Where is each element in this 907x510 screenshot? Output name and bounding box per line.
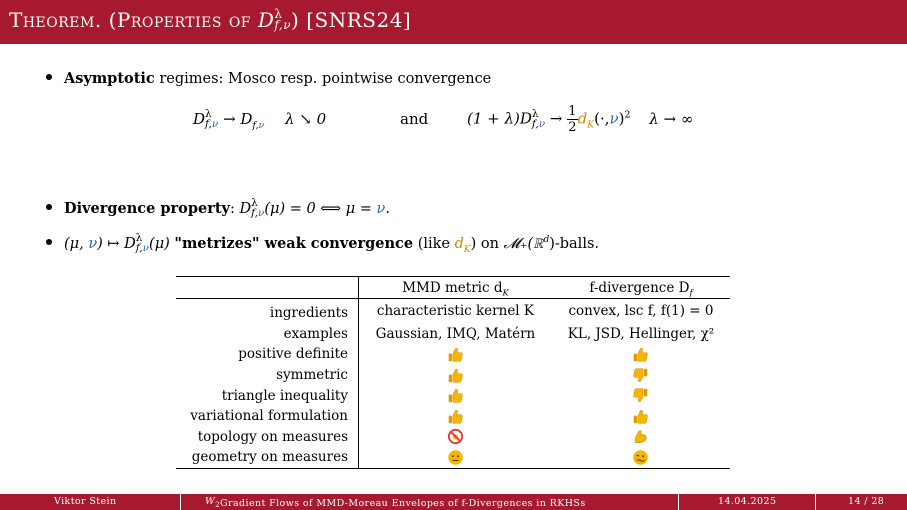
- metrizes-dk: d: [454, 236, 464, 252]
- thumbs-down-icon: [632, 387, 649, 404]
- title-citation: [SNRS24]: [306, 8, 412, 32]
- divergence-nu: ν: [376, 201, 386, 217]
- one-half-fraction: [567, 104, 577, 135]
- table-row: [176, 344, 730, 365]
- row-label: topology on measures: [176, 427, 359, 448]
- rhs-sub: f,ν: [252, 120, 265, 131]
- footer-bar: [0, 494, 907, 510]
- footer-talk-text: Gradient Flows of MMD-Moreau Envelopes of f-Divergences in RKHSs: [220, 498, 586, 509]
- title-properties: Properties of: [116, 8, 252, 32]
- footer-divider: [180, 494, 181, 510]
- header-fdiv-sub: f: [689, 287, 693, 298]
- dk-sub: K: [587, 119, 595, 131]
- fdiv-cell: [552, 385, 730, 406]
- thumbs-up-icon: [447, 408, 464, 425]
- title-paren-close: ): [291, 8, 300, 32]
- bullet-metrizes: (μ, ν) ↦ D λ f,ν (μ) "metrizes" weak convergence (like $d_K$) on 𝓜₊(ℝ$^d$)-balls.: [46, 234, 599, 254]
- bullet-divergence: Divergence property: D λ f,ν (μ) = 0 ⟺ μ = ν.: [46, 199, 390, 219]
- thumbs-up-icon: [447, 387, 464, 404]
- metrizes-dk-sub: K: [463, 244, 471, 255]
- theorem-label: Theorem.: [9, 8, 102, 32]
- thumbs-down-icon: [632, 367, 649, 384]
- bullet-dot: [46, 204, 52, 210]
- table-header-mmd: [359, 277, 552, 299]
- formula-right-scripts: λ f,ν: [531, 107, 546, 130]
- mmd-cell: [359, 406, 552, 427]
- args-close: ): [618, 109, 625, 128]
- bullet-dot: [46, 74, 52, 80]
- fdiv-cell: convex, lsc f, f(1) = 0: [568, 303, 714, 320]
- table-row: [176, 385, 730, 406]
- square: 2: [624, 109, 631, 121]
- fdiv-cell: [552, 447, 730, 468]
- mmd-cell: [359, 427, 552, 448]
- fdiv-cell: [552, 344, 730, 365]
- fdiv-cell: KL, JSD, Hellinger, χ²: [567, 325, 715, 342]
- nu-symbol: ν: [609, 109, 619, 128]
- asymptotic-text: regimes: Mosco resp. pointwise convergence: [159, 71, 492, 87]
- asymptotic-bold: Asymptotic: [64, 70, 155, 87]
- footer-author: Viktor Stein: [54, 496, 117, 507]
- formula-left-rhs: D: [240, 110, 253, 128]
- fdiv-cell: [552, 365, 730, 386]
- formula-and: and: [400, 110, 429, 128]
- header-mmd-text: MMD metric d: [402, 280, 503, 296]
- pair-close: ) ↦ D: [97, 236, 136, 252]
- metrizes-bold: "metrizes" weak convergence: [174, 235, 414, 252]
- footer-date: 14.04.2025: [718, 496, 777, 507]
- metrizes-on: ) on: [470, 236, 499, 252]
- table-row: [176, 427, 730, 448]
- mmd-cell: characteristic kernel K: [376, 303, 534, 320]
- row-label: symmetric: [176, 365, 359, 386]
- metrizes-balls: )-balls.: [549, 236, 600, 252]
- table-row: [176, 299, 730, 324]
- title-symbol: D: [257, 8, 275, 32]
- title-bar: [0, 0, 907, 44]
- footer-divider: [678, 494, 679, 510]
- mmd-cell: [359, 447, 552, 468]
- table-row: [176, 365, 730, 386]
- row-label: geometry on measures: [176, 447, 359, 468]
- formula-left-limit: λ ↘ 0: [284, 110, 327, 128]
- footer-talk-prefix: W: [205, 496, 216, 507]
- formula-left-scripts: [205, 109, 218, 129]
- divergence-end: .: [385, 201, 390, 217]
- table-header-empty: [176, 277, 359, 299]
- sup-lambda: λ: [205, 108, 212, 120]
- formula-right-limit: λ → ∞: [649, 109, 694, 128]
- metrizes-dsup: d: [543, 235, 550, 246]
- mmd-cell: [359, 365, 552, 386]
- footer-divider: [815, 494, 816, 510]
- formula-arrow: →: [223, 110, 236, 128]
- header-mmd-sub: K: [502, 287, 509, 298]
- fdiv-cell: [552, 427, 730, 448]
- thumbs-up-icon: [447, 346, 464, 363]
- row-label: variational formulation: [176, 406, 359, 427]
- footer-page-number: 14 / 28: [848, 496, 885, 507]
- row-label: examples: [176, 324, 359, 345]
- mmd-cell: Gaussian, IMQ, Matérn: [375, 325, 536, 342]
- mmd-cell: [359, 344, 552, 365]
- table-header-row: [176, 277, 730, 299]
- formula-left-D: D: [193, 110, 206, 128]
- title-paren-open: (: [108, 8, 117, 32]
- title-scripts: [274, 6, 292, 32]
- divergence-expr: (μ) = 0 ⟺ μ =: [264, 201, 372, 217]
- slide-title: [9, 8, 411, 33]
- woozy-face-icon: [632, 449, 649, 466]
- bullet-dot: [46, 239, 52, 245]
- table-header-fdiv: [552, 277, 730, 299]
- metrizes-space: 𝓜₊(ℝ: [503, 236, 544, 252]
- formula-right-lhs: (1 + λ)D: [467, 109, 532, 128]
- table-row: [176, 406, 730, 427]
- frac-den: 2: [568, 120, 577, 135]
- metrizes-like: (like: [417, 236, 451, 252]
- row-label: triangle inequality: [176, 385, 359, 406]
- thumbs-up-icon: [447, 367, 464, 384]
- frac-num: 1: [568, 104, 577, 119]
- metrizes-arg: (μ): [149, 236, 170, 252]
- thumbs-up-icon: [632, 346, 649, 363]
- fdiv-cell: [552, 406, 730, 427]
- title-sub: f,ν: [274, 17, 292, 32]
- formula-left: [193, 110, 326, 130]
- divergence-bold: Divergence property: [64, 200, 230, 217]
- header-fdiv-text: f-divergence D: [589, 280, 690, 296]
- comparison-table: [176, 276, 730, 469]
- neutral-face-icon: [447, 449, 464, 466]
- footer-talk-title: [205, 496, 586, 509]
- sub-f-nu: f,ν: [205, 118, 219, 130]
- pair-nu: ν: [88, 236, 98, 252]
- pair-open: (μ,: [64, 236, 84, 252]
- bullet-asymptotic: [46, 70, 491, 87]
- table-row: [176, 324, 730, 345]
- row-label: positive definite: [176, 344, 359, 365]
- dk-symbol: d: [577, 109, 588, 128]
- row-label: ingredients: [176, 299, 359, 324]
- flexed-biceps-icon: [632, 428, 649, 445]
- footer-talk-sub: 2: [215, 500, 221, 509]
- table-body: [176, 299, 730, 469]
- mmd-cell: [359, 385, 552, 406]
- prohibited-icon: [447, 428, 464, 445]
- divergence-colon: :: [229, 201, 235, 217]
- title-sup: λ: [274, 6, 283, 21]
- thumbs-up-icon: [632, 408, 649, 425]
- table-row: [176, 447, 730, 468]
- args-open: (·,: [594, 109, 610, 128]
- formula-right: (1 + λ)D λ f,ν → $\frac{1}{2}$ $d_K(\cdot,\nu)^2$ λ → ∞: [467, 104, 694, 135]
